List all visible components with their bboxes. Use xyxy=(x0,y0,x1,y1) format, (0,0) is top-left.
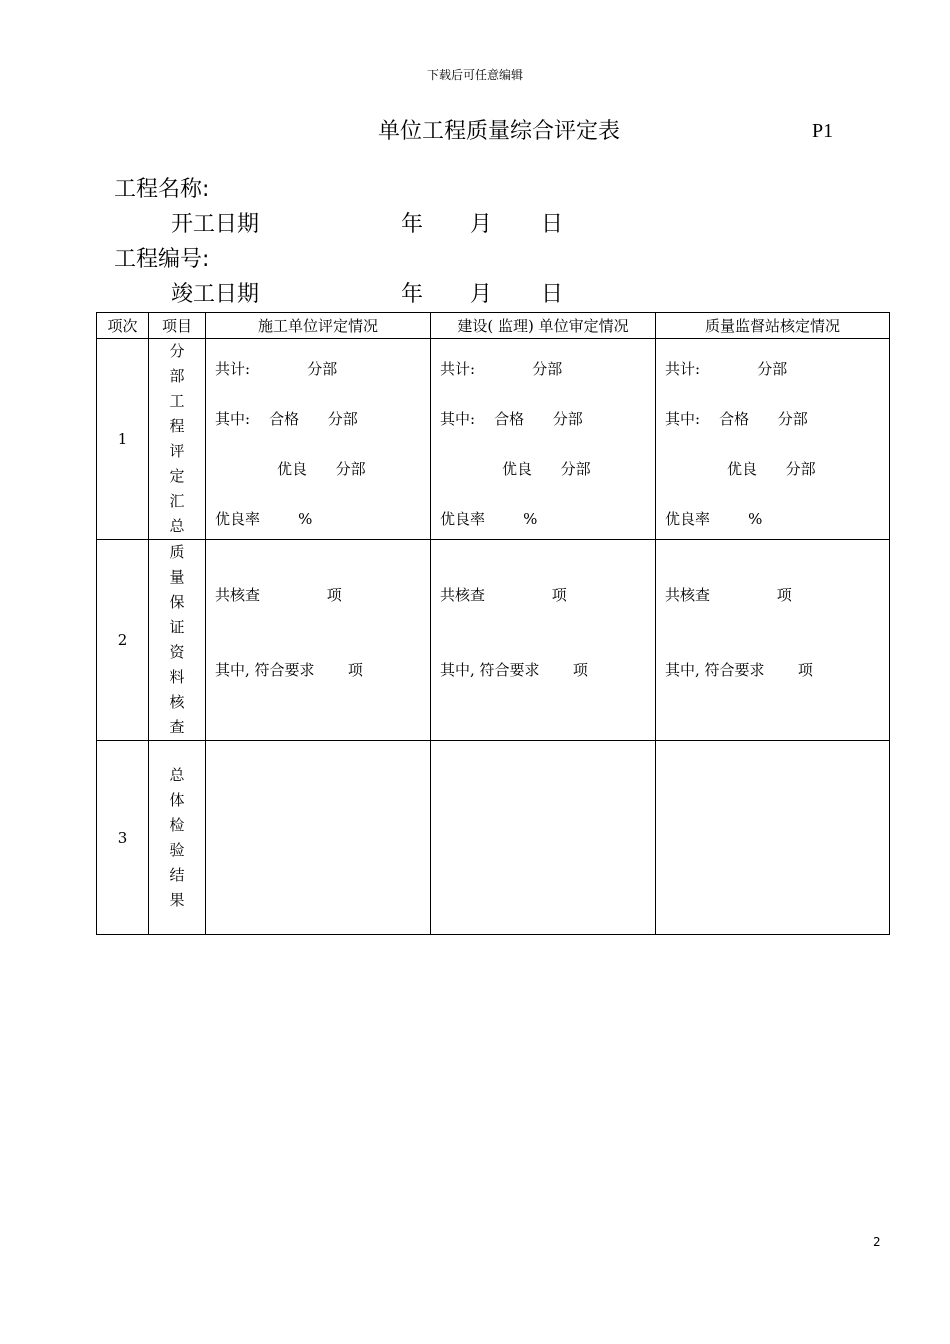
table-row xyxy=(97,540,890,741)
item-label: 分部工程评定汇总 xyxy=(169,342,185,535)
supervisor-cell xyxy=(431,741,656,935)
row-item xyxy=(149,741,206,935)
start-month-label: 月 xyxy=(470,212,493,237)
finish-year-label: 年 xyxy=(401,282,424,307)
item-label: 质量保证资料核查 xyxy=(169,543,185,736)
eval-line: 共核查 项 xyxy=(665,586,792,604)
header-note: 下载后可任意编辑 xyxy=(426,68,523,82)
contractor-cell xyxy=(206,741,431,935)
eval-line: 其中, 符合要求 项 xyxy=(665,661,813,679)
eval-line: 优良率 % xyxy=(665,510,763,528)
eval-line: 共核查 项 xyxy=(215,586,342,604)
table-row xyxy=(97,339,890,540)
eval-line: 共计: 分部 xyxy=(440,360,563,378)
eval-line: 优良 分部 xyxy=(665,460,816,478)
supervisor-cell xyxy=(431,540,656,741)
start-year-label: 年 xyxy=(401,212,424,237)
row-item xyxy=(149,339,206,540)
contractor-cell xyxy=(206,339,431,540)
eval-line: 共计: 分部 xyxy=(665,360,788,378)
evaluation-table xyxy=(96,312,890,935)
project-number-label: 工程编号: xyxy=(114,247,210,272)
row-number: 2 xyxy=(97,540,149,741)
finish-month-label: 月 xyxy=(470,282,493,307)
start-date-label: 开工日期 xyxy=(171,212,260,237)
start-day-label: 日 xyxy=(541,212,564,237)
eval-line: 其中: 合格 分部 xyxy=(665,410,808,428)
eval-line: 其中: 合格 分部 xyxy=(440,410,583,428)
header-quality-station: 质量监督站核定情况 xyxy=(656,313,890,339)
eval-line: 其中, 符合要求 项 xyxy=(440,661,588,679)
quality-station-cell xyxy=(656,540,890,741)
supervisor-cell xyxy=(431,339,656,540)
eval-line: 其中: 合格 分部 xyxy=(215,410,358,428)
row-number: 3 xyxy=(97,741,149,935)
finish-day-label: 日 xyxy=(541,282,564,307)
eval-line: 优良率 % xyxy=(215,510,313,528)
header-index: 项次 xyxy=(97,313,149,339)
eval-line: 其中, 符合要求 项 xyxy=(215,661,363,679)
table-header-row xyxy=(97,313,890,339)
project-name-label: 工程名称: xyxy=(114,177,210,202)
row-item xyxy=(149,540,206,741)
page-number: 2 xyxy=(873,1235,881,1249)
contractor-cell xyxy=(206,540,431,741)
quality-station-cell xyxy=(656,741,890,935)
eval-line: 优良 分部 xyxy=(215,460,366,478)
page-code: P1 xyxy=(812,120,834,142)
finish-date-label: 竣工日期 xyxy=(171,282,260,307)
table-row xyxy=(97,741,890,935)
eval-line: 共核查 项 xyxy=(440,586,567,604)
eval-line: 优良 分部 xyxy=(440,460,591,478)
header-item: 项目 xyxy=(149,313,206,339)
form-title: 单位工程质量综合评定表 xyxy=(377,119,620,144)
item-label: 总体检验结果 xyxy=(169,765,185,909)
row-number: 1 xyxy=(97,339,149,540)
eval-line: 优良率 % xyxy=(440,510,538,528)
quality-station-cell xyxy=(656,339,890,540)
header-contractor: 施工单位评定情况 xyxy=(206,313,431,339)
eval-line: 共计: 分部 xyxy=(215,360,338,378)
header-supervisor: 建设( 监理) 单位审定情况 xyxy=(431,313,656,339)
